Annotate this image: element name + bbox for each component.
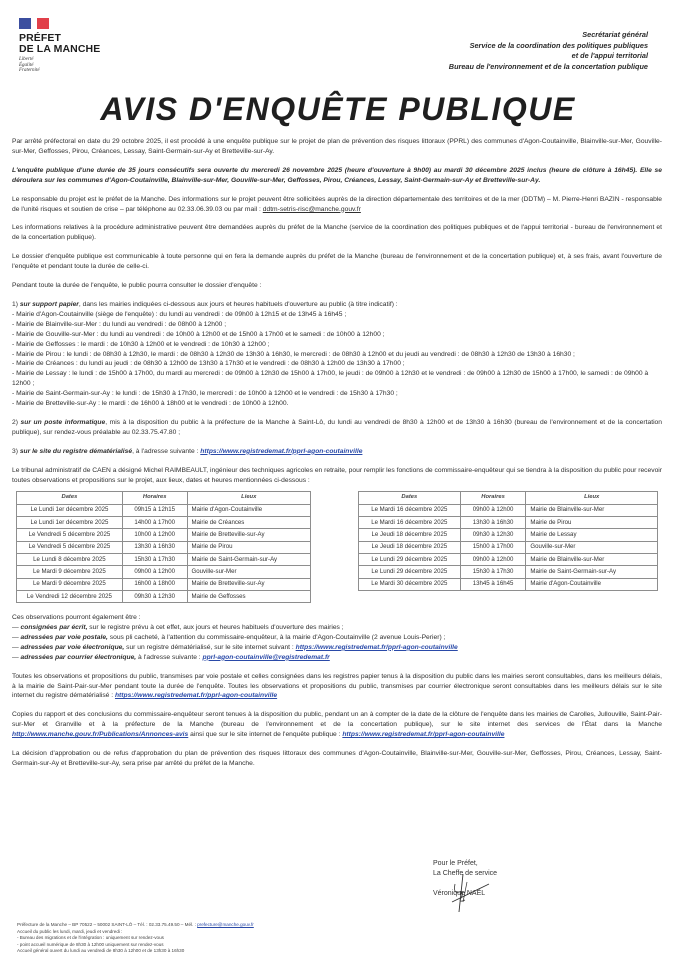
table-row: [17, 504, 311, 516]
footer-line: - Bureau des migrations et de l'intégration : uniquement sur rendez-vous: [17, 935, 164, 941]
method-label: adressées par courrier électronique,: [20, 653, 137, 661]
online-text: , à l'adresse suivante :: [132, 447, 201, 455]
dash: —: [12, 633, 21, 641]
mairie-hours-item: - Mairie de Bretteville-sur-Ay : le mardi : de 16h00 à 18h00 et le vendredi : de 10h00 à 12h00.: [12, 400, 289, 408]
flag-red-stripe: [37, 18, 49, 29]
table-header-row: [17, 492, 311, 504]
cell-location: Mairie d'Agon-Coutainville: [526, 578, 658, 590]
method-text: sur le registre prévu à cet effet, aux jours et heures habituels d'ouverture des mairies ;: [87, 624, 344, 632]
handwritten-signature-icon: [449, 872, 499, 914]
notice-body: [12, 137, 662, 778]
computer-access-paragraph: [12, 418, 662, 438]
page-title: AVIS D'ENQUÊTE PUBLIQUE: [100, 91, 576, 127]
cell-date: Le Lundi 29 décembre 2025: [359, 566, 461, 578]
table-row: [359, 504, 658, 516]
method-text: sous pli cacheté, à l'attention du commissaire-enquêteur, à la mairie d'Agon-Coutainville (2 avenue Louis-Perier) ;: [107, 633, 446, 641]
cell-location: Mairie de Geffosses: [187, 590, 311, 602]
schedule-left-body: [17, 504, 311, 602]
service-line: Secrétariat général: [582, 30, 648, 39]
cell-location: Mairie de Blainville-sur-Mer: [526, 504, 658, 516]
document-header: [0, 0, 676, 95]
motto-fraternite: Fraternité: [19, 68, 40, 74]
cell-hours: 13h30 à 16h30: [122, 541, 187, 553]
intro-paragraph: Par arrêté préfectoral en date du 29 octobre 2025, il est procédé à une enquête publique sur le projet de plan de prévention des risques littoraux (PPRL) des communes d'Agon-Coutainville, Blainville-sur-Mer, Gouville-sur-Mer, Geffosses, Pirou, Créances, Lessay, Saint-Germain-sur-Ay et Bretteville-sur-Ay.: [12, 138, 662, 155]
cell-date: Le Mardi 9 décembre 2025: [17, 566, 123, 578]
table-header-row: [359, 492, 658, 504]
mairie-hours-item: - Mairie de Lessay : le lundi : de 15h00 à 17h00, du mardi au mercredi : de 09h00 à 12h30 de 15h00 à 17h00, le jeudi : de 09h00 à 12h30 et le vendredi : de 09h00 à 12h30 de 15h00 à 17h00, le samedi : de 09h00 à 12h00 ;: [12, 370, 649, 388]
item-number: 1): [12, 300, 20, 308]
procedure-paragraph: Les informations relatives à la procédure administrative peuvent être demandées auprès du préfet de la Manche (service de la coordination des politiques publiques et de l'appui territorial - bureau de l'environnement et de la concertation publique).: [12, 224, 662, 242]
cell-location: Mairie de Bretteville-sur-Ay: [187, 578, 311, 590]
cell-location: Mairie de Pirou: [526, 517, 658, 529]
footer-line: Accueil général ouvert du lundi au vendredi de 8h30 à 12h00 et de 13h30 à 16h30: [17, 948, 185, 954]
col-header-lieux: Lieux: [526, 492, 658, 504]
cell-hours: 15h30 à 17h30: [460, 566, 526, 578]
table-row: [359, 578, 658, 590]
cell-hours: 14h00 à 17h00: [122, 517, 187, 529]
cell-date: Le Jeudi 18 décembre 2025: [359, 529, 461, 541]
french-flag-icon: [19, 18, 49, 29]
observations-intro: Ces observations pourront également être :: [12, 614, 141, 622]
mairie-hours-item: - Mairie de Créances : du lundi au jeudi : de 08h30 à 12h00 de 13h30 à 17h30 et le vendredi : de 08h30 à 12h00 de 13h30 à 17h00 ;: [12, 360, 405, 368]
cell-date: Le Mardi 9 décembre 2025: [17, 578, 123, 590]
ddtm-email-link[interactable]: ddtm-setris-risc@manche.gouv.fr: [262, 205, 361, 213]
motto-liberte: Liberté: [19, 57, 34, 62]
footer-address: Préfecture de la Manche – BP 70522 – 50002 SAINT-LÔ – Tél. : 02.33.75.49.50 – Mél. :: [17, 922, 198, 927]
table-row: [359, 517, 658, 529]
prefecture-email-link[interactable]: prefecture@manche.gouv.fr: [197, 922, 254, 927]
manche-gouv-link[interactable]: http://www.manche.gouv.fr/Publications/Annonces-avis: [12, 731, 189, 739]
cell-hours: 10h00 à 12h00: [122, 529, 187, 541]
registry-url-link[interactable]: https://www.registredemat.fr/pprl-agon-coutainville: [114, 692, 278, 700]
cell-location: Mairie de Bretteville-sur-Ay: [187, 529, 311, 541]
prefecture-logo: [19, 18, 100, 74]
footer-line: Accueil du public les lundi, mardi, jeudi et vendredi :: [17, 928, 123, 934]
registry-url-link[interactable]: https://www.registredemat.fr/pprl-agon-coutainville: [342, 731, 505, 739]
consult-intro: Pendant toute la durée de l'enquête, le public pourra consulter le dossier d'enquête :: [12, 282, 262, 290]
logo-line-1: PRÉFET: [19, 32, 62, 44]
online-label: sur le site du registre dématérialisé: [19, 447, 133, 455]
dossier-paragraph: Le dossier d'enquête publique est communicable à toute personne qui en fera la demande auprès du préfet de la Manche (bureau de l'environnement et de la concertation publique) et, à ses frais, avant l'ouverture de l'enquête et pendant toute la durée de celle-ci.: [12, 253, 662, 271]
observation-method-item: [12, 633, 662, 643]
signature-line-1: Pour le Préfet,: [433, 860, 478, 867]
footer-line: - point accueil numérique de 8h30 à 12h00 uniquement sur rendez-vous: [17, 941, 164, 947]
cell-hours: 13h30 à 16h30: [460, 517, 526, 529]
service-line: Service de la coordination des politiques publiques: [469, 40, 648, 50]
cell-date: Le Vendredi 12 décembre 2025: [17, 590, 123, 602]
copies-text: ainsi que sur le site internet de l'enquête publique :: [188, 731, 343, 739]
method-label: adressées par voie postale,: [20, 633, 108, 641]
decision-paragraph: La décision d'approbation ou de refus d'approbation du plan de prévention des risques littoraux des communes d'Agon-Coutainville, Blainville-sur-Mer, Gouville-sur-Mer, Geffosses, Pirou, Créances, Lessay, Saint-Germain-sur-Ay et Bretteville-sur-Ay, sera prise par arrêté du préfet de la Manche.: [12, 750, 662, 768]
method-label: adressées par voie électronique,: [20, 643, 125, 651]
footer-address-line: [17, 922, 254, 929]
cell-location: Mairie de Pirou: [187, 541, 311, 553]
cell-location: Mairie de Blainville-sur-Mer: [526, 553, 658, 565]
commissioner-paragraph: Le tribunal administratif de CAEN a désigné Michel RAIMBEAULT, ingénieur des techniques agricoles en retraite, pour remplir les fonctions de commissaire-enquêteur qui se tiendra à la disposition du public pour recevoir toutes observations et propositions sur le projet, aux lieux, dates et heures mentionnées ci-dessous :: [12, 466, 663, 484]
item-number: 3): [12, 447, 20, 455]
permanence-schedule: [16, 491, 658, 603]
service-line: Bureau de l'environnement et de la concertation publique: [448, 61, 648, 71]
method-text: à l'adresse suivante :: [136, 653, 203, 661]
cell-hours: 16h00 à 18h00: [122, 578, 187, 590]
dash: —: [12, 643, 21, 651]
issuing-service: [449, 30, 648, 72]
observation-method-item: [12, 643, 662, 653]
cell-date: Le Jeudi 18 décembre 2025: [359, 541, 461, 553]
table-row: [17, 566, 311, 578]
cell-location: Mairie de Créances: [187, 517, 311, 529]
mairie-hours-item: - Mairie de Saint-Germain-sur-Ay : le lundi : de 15h30 à 17h30, le mercredi : de 10h00 à 12h00 et le vendredi : de 15h30 à 17h30 ;: [12, 390, 398, 398]
dash: —: [12, 624, 21, 632]
cell-location: Gouville-sur-Mer: [526, 541, 658, 553]
mairie-hours-item: - Mairie de Pirou : le lundi : de 08h30 à 12h30, le mardi : de 08h30 à 12h30 de 13h30 à 16h30, le mercredi : de 08h30 à 12h00 et du jeudi au vendredi : de 08h30 à 12h30 de 13h30 à 16h30 ;: [12, 350, 575, 358]
cell-location: Mairie de Saint-Germain-sur-Ay: [526, 566, 658, 578]
cell-date: Le Mardi 30 décembre 2025: [359, 578, 461, 590]
cell-hours: 15h30 à 17h30: [122, 553, 187, 565]
cell-date: Le Lundi 8 décembre 2025: [17, 553, 123, 565]
cell-hours: 09h15 à 12h15: [122, 504, 187, 516]
mairie-hours-item: - Mairie de Blainville-sur-Mer : du lundi au vendredi : de 08h00 à 12h00 ;: [12, 320, 227, 328]
registry-url-link[interactable]: https://www.registredemat.fr/pprl-agon-coutainville: [200, 447, 363, 455]
computer-text: , mis à la disposition du public à la préfecture de la Manche à Saint-Lô, du lundi au vendredi de 8h30 à 12h00 et de 13h30 à 16h30 (bureau de l'environnement et de la concertation publique), sur rendez-vous préalable au 02.33.75.47.80 ;: [12, 418, 662, 436]
cell-location: Mairie de Saint-Germain-sur-Ay: [187, 553, 311, 565]
cell-date: Le Mardi 16 décembre 2025: [359, 504, 461, 516]
cell-location: Mairie de Lessay: [526, 529, 658, 541]
paper-text: , dans les mairies indiquées ci-dessous aux jours et heures habituels d'ouverture au public (à titre indicatif) :: [78, 300, 398, 308]
duration-paragraph: L'enquête publique d'une durée de 35 jours consécutifs sera ouverte du mercredi 26 novembre 2025 (heure d'ouverture à 9h00) au mardi 30 décembre 2025 inclus (heure de clôture à 16h45). Elle se déroulera sur les communes d'Agon-Coutainville, Blainville-sur-Mer, Gouville-sur-Mer, Geffosses, Pirou, Créances, Lessay, Saint-Germain-sur-Ay et Bretteville-sur-Ay.: [12, 166, 662, 184]
table-row: [359, 541, 658, 553]
col-header-dates: Dates: [17, 492, 123, 504]
signatory-name: Véronique NAËL: [433, 890, 486, 898]
responsible-paragraph: [12, 195, 662, 215]
online-registry-paragraph: [12, 447, 662, 457]
cell-date: Le Lundi 1er décembre 2025: [17, 517, 123, 529]
document-footer: [17, 922, 254, 955]
paper-label: sur support papier: [19, 300, 79, 308]
logo-line-2: DE LA MANCHE: [19, 43, 101, 55]
cell-date: Le Mardi 16 décembre 2025: [359, 517, 461, 529]
cell-date: Le Vendredi 5 décembre 2025: [17, 541, 123, 553]
cell-date: Le Lundi 1er décembre 2025: [17, 504, 123, 516]
motto-egalite: Égalité: [19, 62, 34, 68]
cell-hours: 09h30 à 12h30: [122, 590, 187, 602]
registry-url-link[interactable]: https://www.registredemat.fr/pprl-agon-coutainville: [295, 643, 458, 651]
cell-hours: 13h45 à 16h45: [460, 578, 526, 590]
cell-date: Le Lundi 29 décembre 2025: [359, 553, 461, 565]
mairie-hours-item: - Mairie de Gouville-sur-Mer : du lundi au vendredi : de 10h00 à 12h00 et de 15h00 à 17h00 et le samedi : de 10h00 à 12h00 ;: [12, 330, 385, 338]
registry-email-link[interactable]: pprl-agon-coutainville@registredemat.fr: [202, 653, 330, 661]
cell-hours: 09h30 à 12h30: [460, 529, 526, 541]
cell-hours: 15h00 à 17h00: [460, 541, 526, 553]
consultable-text: Toutes les observations et propositions du public, transmises par voie postale et celles consignées dans les registres papier tenus à la disposition du public dans les mairies seront consultables, dans les meilleurs délais, à la mairie de Saint-Pair-sur-Mer pendant toute la durée de l'enquête. Toutes les observations et propositions du public, transmises par courrier électronique seront consultables dans les meilleurs délais sur le site internet du registre dématérialisé :: [12, 672, 662, 700]
mairie-hours-item: - Mairie de Geffosses : le mardi : de 10h30 à 12h00 et le vendredi : de 10h30 à 12h00 ;: [12, 340, 270, 348]
col-header-horaires: Horaires: [460, 492, 526, 504]
service-line: et de l'appui territorial: [571, 51, 648, 60]
cell-date: Le Vendredi 5 décembre 2025: [17, 529, 123, 541]
observations-list: [12, 623, 662, 663]
table-row: [17, 553, 311, 565]
signature-line-2: La Cheffe de service: [433, 870, 498, 878]
schedule-table-left: [16, 491, 311, 603]
schedule-table-right: [358, 491, 658, 590]
observation-method-item: [12, 653, 662, 663]
logo-motto: [19, 57, 100, 74]
mairie-hours-item: - Mairie d'Agon-Coutainville (siège de l'enquête) : du lundi au vendredi : de 09h00 à 12h15 et de 13h45 à 16h45 ;: [12, 310, 347, 318]
computer-label: sur un poste informatique: [20, 418, 106, 426]
table-row: [359, 566, 658, 578]
consultable-paragraph: [12, 672, 662, 702]
copies-text: Copies du rapport et des conclusions du commissaire-enquêteur seront tenues à la disposition du public, pendant un an à compter de la date de la clôture de l'enquête dans les mairies de Carolles, Jullouville, Saint-Pair-sur-Mer et Granville et à la préfecture de la Manche (bureau de l'environnement et de la concertation publique), sur le site internet des services de l'État dans la Manche: [12, 711, 662, 729]
col-header-dates: Dates: [359, 492, 461, 504]
table-row: [17, 541, 311, 553]
col-header-lieux: Lieux: [187, 492, 311, 504]
table-row: [17, 529, 311, 541]
dash: —: [12, 653, 21, 661]
col-header-horaires: Horaires: [122, 492, 187, 504]
table-row: [359, 553, 658, 565]
method-text: sur un registre dématérialisé, sur le site internet suivant :: [124, 643, 296, 651]
method-label: consignées par écrit,: [20, 624, 88, 632]
table-row: [17, 578, 311, 590]
cell-hours: 09h00 à 12h00: [460, 553, 526, 565]
table-row: [17, 590, 311, 602]
responsible-text: Le responsable du projet est le préfet de la Manche. Des informations sur le projet peuvent être sollicitées auprès de la direction départementale des territoires et de la mer (DDTM) – M. Pierre-Henri BAZIN - responsable de l'unité risques et soutien de crise – par téléphone au 02.33.06.39.03 ou par mail :: [12, 195, 662, 213]
table-row: [17, 517, 311, 529]
table-row: [359, 529, 658, 541]
cell-location: Mairie d'Agon-Coutainville: [187, 504, 311, 516]
cell-location: Gouville-sur-Mer: [187, 566, 311, 578]
mairies-list: [12, 310, 662, 409]
flag-blue-stripe: [19, 18, 31, 29]
schedule-right-body: [359, 504, 658, 590]
cell-hours: 09h00 à 12h00: [460, 504, 526, 516]
paper-support-heading: [12, 300, 662, 310]
cell-hours: 09h00 à 12h00: [122, 566, 187, 578]
item-number: 2): [12, 418, 21, 426]
copies-paragraph: [12, 710, 662, 740]
observation-method-item: [12, 623, 662, 633]
